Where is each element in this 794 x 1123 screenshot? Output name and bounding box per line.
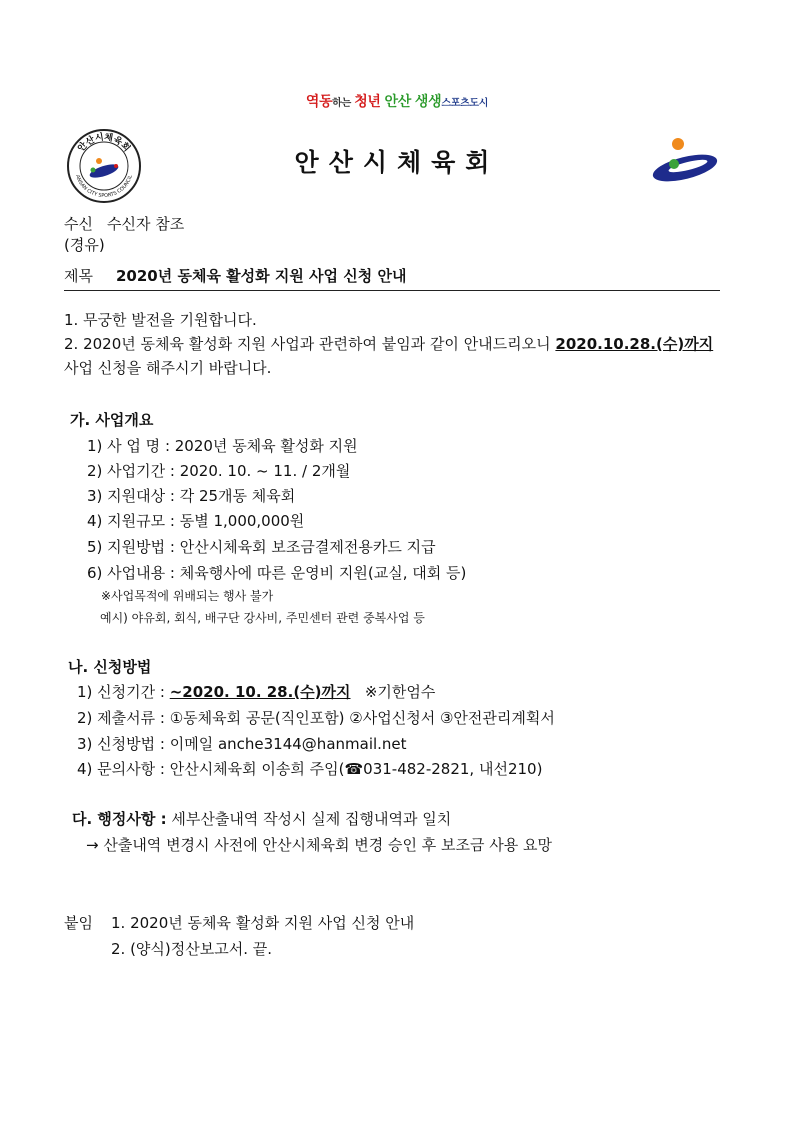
section-da-line <box>72 809 451 829</box>
slogan <box>0 91 794 111</box>
attachment-item: 1. 2020년 동체육 활성화 지원 사업 신청 안내 <box>111 914 415 932</box>
seal-text-bottom: ANSAN CITY SPORTS COUNCIL <box>74 174 134 200</box>
section-ga-item: 1) 사 업 명 : 2020년 동체육 활성화 지원 <box>87 437 358 455</box>
subject-divider <box>64 290 720 291</box>
section-da-text: 세부산출내역 작성시 실제 집행내역과 일치 <box>166 810 452 828</box>
section-ga-heading: 가. 사업개요 <box>70 411 154 429</box>
section-da-note: → 산출내역 변경시 사전에 안산시체육회 변경 승인 후 보조금 사용 요망 <box>86 836 552 854</box>
section-ga-item: 4) 지원규모 : 동별 1,000,000원 <box>87 512 305 530</box>
spacer <box>351 683 365 701</box>
deadline-note: ※기한엄수 <box>364 683 436 701</box>
subject-label: 제목 <box>64 267 93 285</box>
body-paragraph-1: 1. 무궁한 발전을 기원합니다. <box>64 311 257 329</box>
section-ga-note: 예시) 야유회, 회식, 배구단 강사비, 주민센터 관련 중복사업 등 <box>100 611 425 625</box>
organization-title: 안산시체육회 <box>294 148 500 177</box>
section-na-item: 4) 문의사항 : 안산시체육회 이송희 주임(☎031-482-2821, 내선210) <box>77 760 543 778</box>
body-paragraph-2 <box>64 334 713 354</box>
section-ga-item: 3) 지원대상 : 각 25개동 체육회 <box>87 487 296 505</box>
section-na-item-1 <box>77 682 435 702</box>
subject-title: 2020년 동체육 활성화 지원 사업 신청 안내 <box>116 267 407 285</box>
attachment-item: 2. (양식)정산보고서. 끝. <box>111 940 273 958</box>
attachments-label: 붙임 <box>64 914 93 932</box>
slogan-part: 스포츠도시 <box>441 98 489 109</box>
section-ga-item: 2) 사업기간 : 2020. 10. ~ 11. / 2개월 <box>87 462 351 480</box>
body-paragraph-2-cont: 사업 신청을 해주시기 바랍니다. <box>64 359 272 377</box>
slogan-part: 청년 <box>354 94 381 110</box>
via-label: (경유) <box>64 236 105 254</box>
body-paragraph-2-text: 2. 2020년 동체육 활성화 지원 사업과 관련하여 붙임과 같이 안내드리오니 <box>64 335 556 353</box>
slogan-part: 생생 <box>414 94 442 110</box>
section-ga-note: ※사업목적에 위배되는 행사 불가 <box>101 589 274 603</box>
slogan-part: 하는 <box>332 98 355 109</box>
section-ga-item: 5) 지원방법 : 안산시체육회 보조금결제전용카드 지급 <box>87 538 436 556</box>
section-na-item-label: 1) 신청기간 : <box>77 683 170 701</box>
section-ga-item: 6) 사업내용 : 체육행사에 따른 운영비 지원(교실, 대회 등) <box>87 564 467 582</box>
recipient-value: 수신자 참조 <box>107 215 185 233</box>
slogan-part: 역동 <box>305 94 333 110</box>
slogan-part: 안산 <box>384 94 411 110</box>
deadline-text: 2020.10.28.(수)까지 <box>555 335 714 353</box>
seal-text-top: 안산시체육회 <box>76 132 132 154</box>
section-da-heading: 다. 행정사항 : <box>72 810 167 828</box>
organization-logo <box>650 134 720 188</box>
section-na-heading: 나. 신청방법 <box>68 658 152 676</box>
recipient-label: 수신 <box>64 215 93 233</box>
application-deadline: ~2020. 10. 28.(수)까지 <box>169 683 351 701</box>
section-na-item: 3) 신청방법 : 이메일 anche3144@hanmail.net <box>77 735 407 753</box>
section-na-item: 2) 제출서류 : ①동체육회 공문(직인포함) ②사업신청서 ③안전관리계획서 <box>77 709 555 727</box>
